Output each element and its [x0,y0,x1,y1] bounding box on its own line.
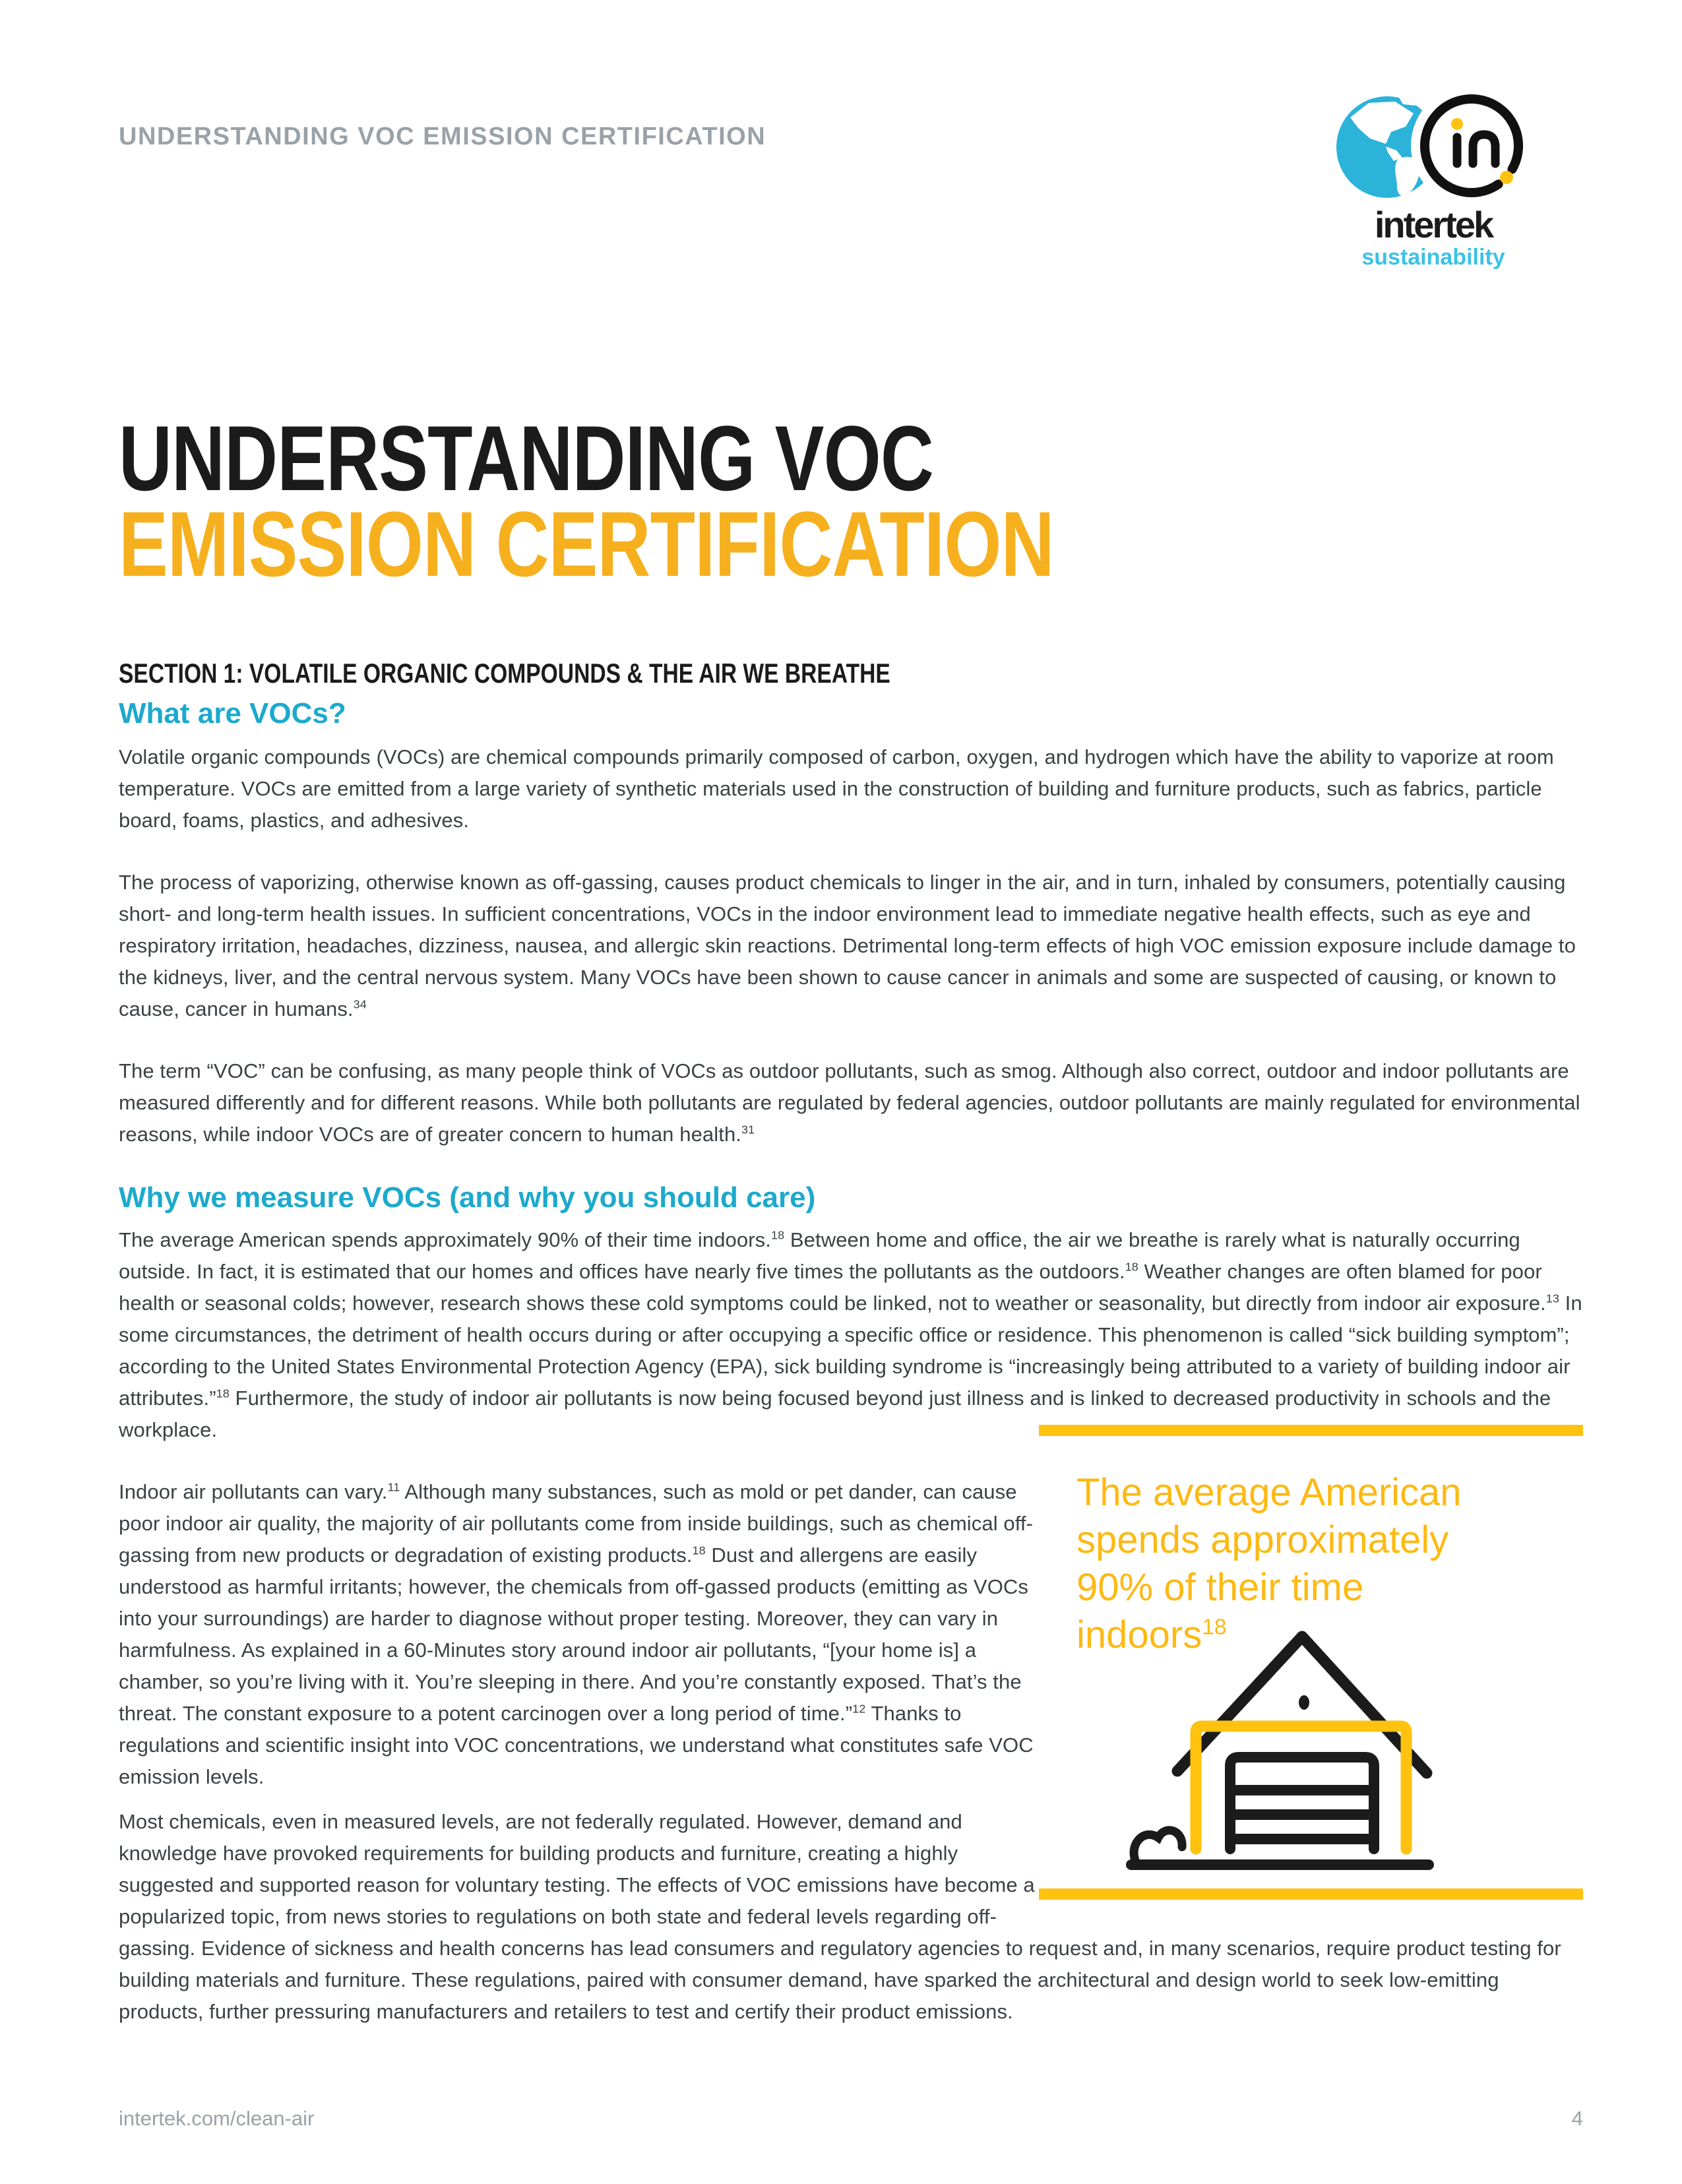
paragraph: Indoor air pollutants can vary.$^{11}$ Although many substances, such as mold or pet dander, can cause poor indoor air quality, the majority of air pollutants come from inside buildings, such as chemical off-gassing from new products or degradation of existing products.$^{18}$ Dust and allergens are easily understood as harmful irritants; however, the chemicals from off-gassed products (emitting as VOCs into your surroundings) are harder to diagnose without proper testing. Moreover, they can vary in harmfulness. As explained in a 60-Minutes story around indoor air pollutants, “[your home is] a chamber, so you’re living with it. You’re sleeping in there. And you’re constantly exposed. That’s the threat. The constant exposure to a potent carcinogen over a long period of time.”$^{12}$ Thanks to regulations and scientific insight into VOC concentrations, we understand what constitutes safe VOC emission levels. [119,1480,1034,1788]
paragraph: Most chemicals, even in measured levels, are not federally regulated. However, demand and knowledge have provoked requirements for building products and furniture, creating a highly suggested and supported reason for voluntary testing. The effects of VOC emissions have become a popularized topic, from news stories to regulations on both state and federal levels regarding off-gassing. Evidence of sickness and health concerns has lead consumers and regulatory agencies to request and, in many scenarios, require product testing for building materials and furniture. These regulations, paired with consumer demand, have sparked the architectural and design world to seek low-emitting products, further pressuring manufacturers and retailers to test and certify their product emissions. [119,1810,1561,2023]
callout-stat [1039,1425,1583,1900]
callout-footnote: 18 [1202,1615,1227,1640]
intertek-wordmark: intertek [1374,204,1493,245]
paragraph: The process of vaporizing, otherwise known as off-gassing, causes product chemicals to linger in the air, and in turn, inhaled by consumers, potentially causing short- and long-term health issues. In sufficient concentrations, VOCs in the indoor environment lead to immediate negative health effects, such as eye and respiratory irritation, headaches, dizziness, nausea, and allergic skin reactions. Detrimental long-term effects of high VOC emission exposure include damage to the kidneys, liver, and the central nervous system. Many VOCs have been shown to cause cancer in animals and some are suspected of causing, or known to cause, cancer in humans.$^{34}$ [119,871,1576,1020]
page-footer [119,2106,1583,2131]
page-title [119,406,1290,596]
footer-url[interactable]: intertek.com/clean-air [119,2107,315,2130]
why-section-body [119,1224,1583,2028]
intertek-globe-in-circle-icon [1334,84,1532,210]
paragraph: The average American spends approximately 90% of their time indoors.$^{18}$ Between home and office, the air we breathe is rarely what is naturally occurring outside. In fact, it is estimated that our homes and offices have nearly five times the pollutants as the outdoors.$^{18}$ Weather changes are often blamed for poor health or seasonal colds; however, research shows these cold symptoms could be linked, not to weather or seasonality, but directly from indoor air exposure.$^{13}$ In some circumstances, the detriment of health occurs during or after occupying a specific office or residence. This phenomenon is called “sick building symptom”; according to the United States Environmental Protection Agency (EPA), sick building syndrome is “increasingly being attributed to a variety of building indoor air attributes.”$^{18}$ Furthermore, the study of indoor air pollutants is now being focused beyond just illness and is linked to decreased productivity in schools and the workplace. [119,1228,1582,1441]
page-title-line1: UNDERSTANDING VOC [119,406,934,510]
house-garage-icon [1121,1627,1438,1884]
running-header: UNDERSTANDING VOC EMISSION CERTIFICATION [119,123,766,150]
paragraph: Volatile organic compounds (VOCs) are chemical compounds primarily composed of carbon, oxygen, and hydrogen which have the ability to vaporize at room temperature. VOCs are emitted from a large variety of synthetic materials used in the construction of building and furniture products, such as fabrics, particle board, foams, plastics, and adhesives. [119,745,1554,832]
paragraph: The term “VOC” can be confusing, as many people think of VOCs as outdoor pollutants, such as smog. Although also correct, outdoor and indoor pollutants are measured differently and for different reasons. While both pollutants are regulated by federal agencies, outdoor pollutants are mainly regulated for environmental reasons, while indoor VOCs are of greater concern to human health.$^{31}$ [119,1059,1580,1146]
intertek-logo [1331,84,1536,270]
sustainability-label: sustainability [1361,245,1505,270]
page-title-line2: EMISSION CERTIFICATION [119,492,1054,596]
subheading-why-we-measure: Why we measure VOCs (and why you should care) [119,1181,816,1214]
page-number: 4 [1571,2107,1583,2130]
subheading-what-are-vocs: What are VOCs? [119,697,346,730]
section-heading: SECTION 1: VOLATILE ORGANIC COMPOUNDS & THE AIR WE BREATHE [119,658,890,689]
callout-quote: The average American spends approximately 90% of their time indoors [1076,1471,1462,1656]
